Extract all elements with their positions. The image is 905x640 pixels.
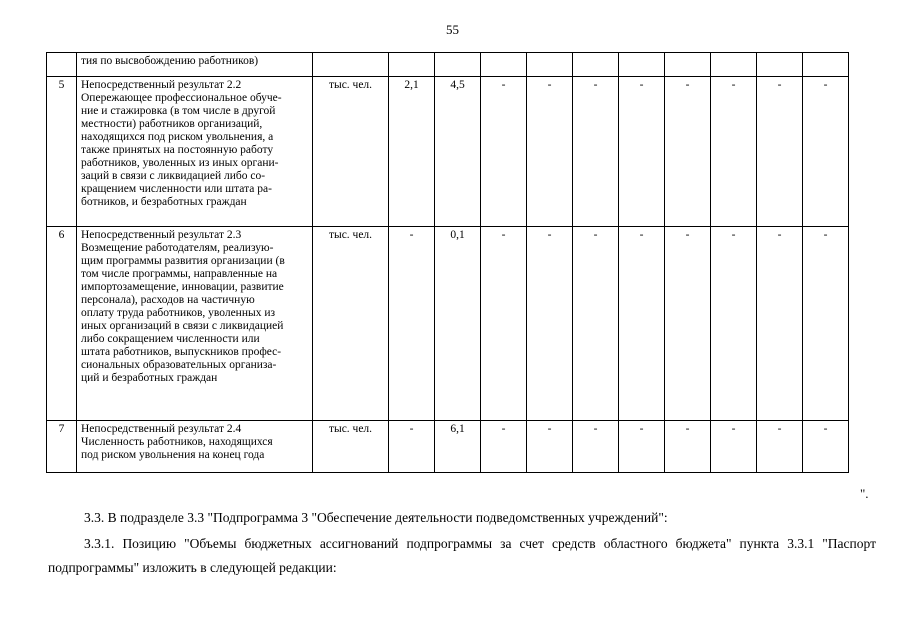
description-line: щим программы развития организации (в (81, 255, 285, 267)
value-cell (803, 53, 849, 77)
row-number-cell: 5 (47, 77, 77, 227)
description-line: Непосредственный результат 2.3 (81, 229, 242, 241)
indicator-description-cell (77, 421, 313, 473)
description-line: местности) работников организаций, (81, 118, 263, 130)
value-cell: - (573, 421, 619, 473)
value-cell: - (389, 421, 435, 473)
value-cell: 6,1 (435, 421, 481, 473)
value-cell: - (481, 227, 527, 421)
value-cell: - (619, 77, 665, 227)
description-line: находящихся под риском увольнения, а (81, 131, 274, 143)
value-cell (711, 53, 757, 77)
table-row (47, 421, 849, 473)
description-line: ние и стажировка (в том числе в другой (81, 105, 276, 117)
value-cell: - (711, 227, 757, 421)
description-line: Возмещение работодателям, реализую- (81, 242, 274, 254)
value-cell: 2,1 (389, 77, 435, 227)
value-cell (527, 53, 573, 77)
row-number-cell (47, 53, 77, 77)
value-cell: - (803, 421, 849, 473)
description-line: персонала), расходов на частичную (81, 294, 255, 306)
value-cell: - (803, 77, 849, 227)
table-row (47, 227, 849, 421)
value-cell (389, 53, 435, 77)
description-line: Непосредственный результат 2.2 (81, 79, 242, 91)
value-cell: - (665, 77, 711, 227)
paragraph-3-3-1: 3.3.1. Позицию "Объемы бюджетных ассигнований подпрограммы за счет средств областного бюджета" пункта 3.3.1 "Паспорт подпрограммы" изложить в следующей редакции: (48, 536, 876, 575)
description-line: заций в связи с ликвидацией либо со- (81, 170, 266, 182)
description-line: том числе программы, направленные на (81, 268, 278, 280)
row-number-cell: 6 (47, 227, 77, 421)
indicator-description-cell (77, 227, 313, 421)
value-cell (665, 53, 711, 77)
value-cell: - (757, 227, 803, 421)
value-cell: - (619, 421, 665, 473)
unit-cell: тыс. чел. (313, 421, 389, 473)
value-cell (481, 53, 527, 77)
value-cell: 4,5 (435, 77, 481, 227)
description-line: тия по высвобождению работников) (81, 55, 259, 67)
value-cell (573, 53, 619, 77)
value-cell: - (803, 227, 849, 421)
value-cell (757, 53, 803, 77)
table-row (47, 77, 849, 227)
value-cell: - (573, 227, 619, 421)
description-line: ботников, и безработных граждан (81, 196, 247, 208)
value-cell: - (711, 77, 757, 227)
value-cell: - (527, 421, 573, 473)
value-cell: - (711, 421, 757, 473)
value-cell: - (619, 227, 665, 421)
description-line: иных организаций в связи с ликвидацией (81, 320, 284, 332)
description-line: кращением численности или штата ра- (81, 183, 272, 195)
value-cell: - (389, 227, 435, 421)
value-cell: - (665, 227, 711, 421)
description-line: либо сокращением численности или (81, 333, 260, 345)
indicator-description-cell (77, 77, 313, 227)
value-cell: - (757, 421, 803, 473)
description-line: штата работников, выпускников профес- (81, 346, 282, 358)
page-number: 55 (446, 22, 459, 37)
value-cell: - (757, 77, 803, 227)
description-line: под риском увольнения на конец года (81, 449, 265, 461)
value-cell (619, 53, 665, 77)
value-cell: 0,1 (435, 227, 481, 421)
value-cell: - (527, 227, 573, 421)
paragraph-3-3: 3.3. В подразделе 3.3 "Подпрограмма 3 "Обеспечение деятельности подведомственных учреждений": (84, 510, 668, 525)
indicator-description-cell (77, 53, 313, 77)
value-cell: - (481, 421, 527, 473)
table-row (47, 53, 849, 77)
value-cell: - (527, 77, 573, 227)
value-cell (435, 53, 481, 77)
description-line: также принятых на постоянную работу (81, 144, 274, 156)
description-line: импортозамещение, инновации, развитие (81, 281, 284, 293)
row-number-cell: 7 (47, 421, 77, 473)
description-line: работников, уволенных из иных органи- (81, 157, 279, 169)
description-line: ций и безработных граждан (81, 372, 218, 384)
description-line: Численность работников, находящихся (81, 436, 273, 448)
unit-cell (313, 53, 389, 77)
description-line: Опережающее профессиональное обуче- (81, 92, 282, 104)
description-line: Непосредственный результат 2.4 (81, 423, 242, 435)
value-cell: - (573, 77, 619, 227)
description-line: сиональных образовательных организа- (81, 359, 277, 371)
description-line: оплату труда работников, уволенных из (81, 307, 276, 319)
unit-cell: тыс. чел. (313, 77, 389, 227)
closing-quote-mark: ". (860, 486, 869, 501)
unit-cell: тыс. чел. (313, 227, 389, 421)
value-cell: - (665, 421, 711, 473)
results-table (46, 52, 849, 473)
value-cell: - (481, 77, 527, 227)
